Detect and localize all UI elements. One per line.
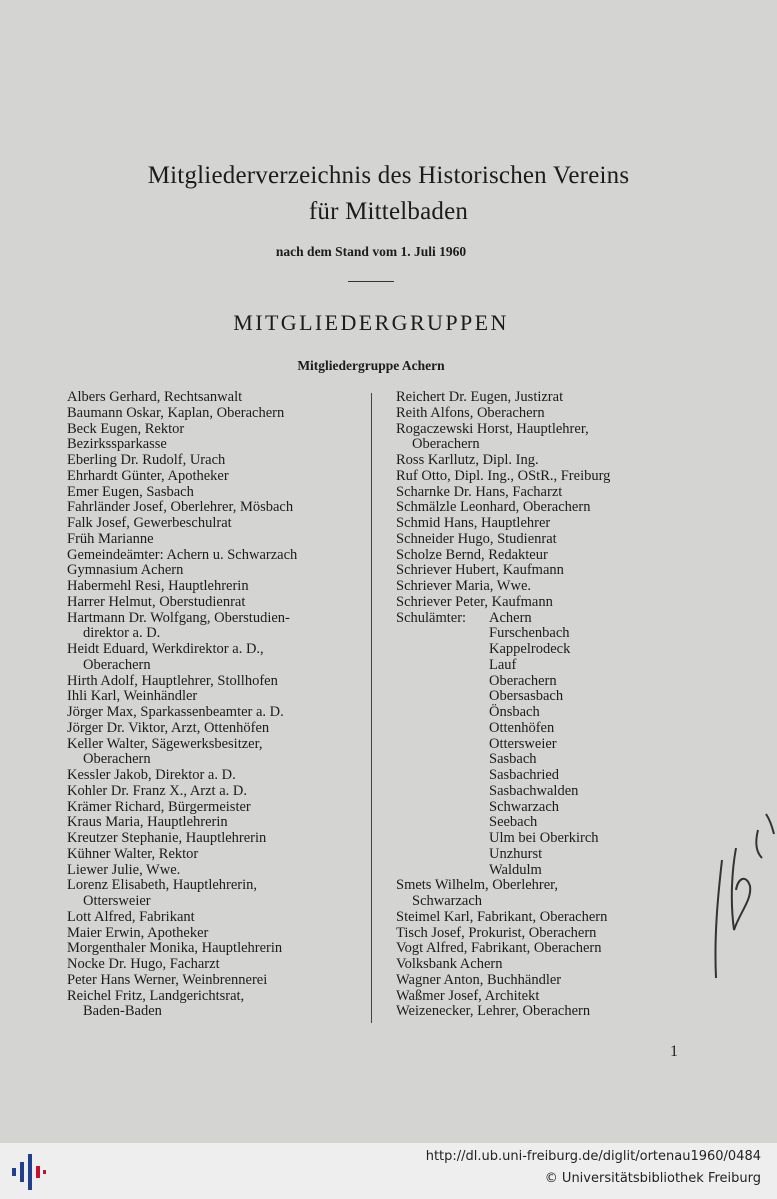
member-entry: Ross Karllutz, Dipl. Ing.: [396, 452, 539, 468]
member-entry: Fahrländer Josef, Oberlehrer, Mösbach: [67, 499, 294, 516]
member-entry: Gemeindeämter: Achern u. Schwarzach: [67, 546, 298, 563]
member-entry: Emer Eugen, Sasbach: [67, 483, 194, 500]
member-entry: Scholze Bernd, Redakteur: [396, 546, 548, 563]
member-entry-continuation: Oberachern: [83, 656, 151, 673]
member-entry: Lott Alfred, Fabrikant: [67, 908, 195, 925]
school-office-place: Obersasbach: [489, 688, 564, 705]
member-entry: Kraus Maria, Hauptlehrerin: [67, 814, 228, 831]
member-entry: Rogaczewski Horst, Hauptlehrer,: [396, 420, 589, 437]
member-entry: Wagner Anton, Buchhändler: [396, 971, 562, 988]
member-entry: Tisch Josef, Prokurist, Oberachern: [396, 924, 597, 941]
member-entry: Heidt Eduard, Werkdirektor a. D.,: [67, 641, 264, 657]
member-entry-continuation: Oberachern: [83, 751, 151, 768]
member-entry: Früh Marianne: [67, 530, 154, 547]
member-entry-continuation: Baden-Baden: [83, 1003, 162, 1020]
member-entry: Scharnke Dr. Hans, Facharzt: [396, 483, 563, 500]
member-entry: Hirth Adolf, Hauptlehrer, Stollhofen: [67, 672, 278, 689]
column-divider: [371, 393, 372, 1023]
member-entry: Schmid Hans, Hauptlehrer: [396, 515, 551, 531]
document-title-line-2: für Mittelbaden: [308, 198, 469, 225]
member-entry: Smets Wilhelm, Oberlehrer,: [396, 877, 559, 894]
member-entry: Reith Alfons, Oberachern: [396, 404, 545, 421]
school-office-place: Furschenbach: [489, 625, 570, 642]
member-entry: Gymnasium Achern: [67, 562, 184, 579]
member-entry: Morgenthaler Monika, Hauptlehrerin: [67, 940, 283, 957]
document-subtitle: nach dem Stand vom 1. Juli 1960: [275, 244, 467, 259]
member-entry: Harrer Helmut, Oberstudienrat: [67, 593, 246, 610]
permalink[interactable]: http://dl.ub.uni-freiburg.de/diglit/ortenau1960/0484: [425, 1149, 761, 1164]
member-entry: Baumann Oskar, Kaplan, Oberachern: [67, 404, 285, 421]
member-entry: Jörger Max, Sparkassenbeamter a. D.: [67, 704, 284, 720]
member-entry: Beck Eugen, Rektor: [67, 420, 185, 437]
school-office-place: Waldulm: [489, 861, 542, 878]
member-entry: Albers Gerhard, Rechtsanwalt: [67, 389, 243, 405]
member-entry: Liewer Julie, Wwe.: [67, 861, 181, 878]
school-office-place: Lauf: [489, 656, 517, 673]
school-office-place: Önsbach: [489, 704, 540, 720]
school-offices-row: [396, 611, 696, 627]
member-entry: Nocke Dr. Hugo, Facharzt: [67, 956, 220, 972]
document-title-line-1: Mitgliederverzeichnis des Historischen Vereins: [147, 162, 630, 189]
member-entry: Schneider Hugo, Studienrat: [396, 530, 557, 547]
copyright-notice: © Universitätsbibliothek Freiburg: [544, 1171, 761, 1186]
member-entry: Schmälzle Leonhard, Oberachern: [396, 499, 591, 516]
member-entry: Steimel Karl, Fabrikant, Oberachern: [396, 908, 608, 925]
title-rule: [348, 281, 394, 282]
school-office-place: Schwarzach: [489, 798, 560, 815]
member-entry: Kreutzer Stephanie, Hauptlehrerin: [67, 830, 267, 846]
member-entry: Schriever Maria, Wwe.: [396, 578, 532, 594]
member-entry: Schriever Peter, Kaufmann: [396, 593, 553, 610]
member-entry: Peter Hans Werner, Weinbrennerei: [67, 971, 268, 988]
member-entry: Reichert Dr. Eugen, Justizrat: [396, 389, 564, 405]
member-list-right: [396, 390, 696, 1020]
ub-freiburg-logo-icon: [10, 1150, 46, 1194]
school-office-place: Kappelrodeck: [489, 641, 571, 657]
member-entry-continuation: Oberachern: [412, 436, 480, 453]
member-entry: Hartmann Dr. Wolfgang, Oberstudien-: [67, 609, 290, 626]
member-entry: Ihli Karl, Weinhändler: [67, 688, 198, 705]
member-entry: Ruf Otto, Dipl. Ing., OStR., Freiburg: [396, 467, 611, 484]
member-entry: Volksbank Achern: [396, 956, 503, 972]
school-office-place: Sasbachwalden: [489, 782, 579, 799]
school-office-place: Unzhurst: [489, 845, 543, 862]
school-office-place: Sasbachried: [489, 767, 560, 783]
page-number: 1: [670, 1043, 678, 1060]
member-entry: Vogt Alfred, Fabrikant, Oberachern: [396, 940, 602, 957]
handwritten-mark-icon: [700, 800, 777, 1000]
member-entry: Falk Josef, Gewerbeschulrat: [67, 515, 232, 531]
school-office-place: Ulm bei Oberkirch: [489, 830, 599, 846]
member-entry: Kohler Dr. Franz X., Arzt a. D.: [67, 782, 247, 799]
member-entry: Bezirkssparkasse: [67, 436, 167, 453]
member-entry: Schriever Hubert, Kaufmann: [396, 562, 564, 579]
footer-bar: [0, 1143, 777, 1199]
member-entry: Waßmer Josef, Architekt: [396, 987, 540, 1004]
member-entry: Kessler Jakob, Direktor a. D.: [67, 767, 236, 783]
school-office-place: Sasbach: [489, 751, 537, 768]
member-entry: Kühner Walter, Rektor: [67, 845, 199, 862]
member-entry: Lorenz Elisabeth, Hauptlehrerin,: [67, 877, 258, 894]
member-entry: Keller Walter, Sägewerksbesitzer,: [67, 735, 263, 752]
school-office-place: Achern: [489, 609, 532, 626]
member-entry-continuation: Ottersweier: [83, 893, 151, 909]
member-entry: Jörger Dr. Viktor, Arzt, Ottenhöfen: [67, 719, 270, 736]
member-entry: Ehrhardt Günter, Apotheker: [67, 467, 229, 484]
member-entry: Krämer Richard, Bürgermeister: [67, 798, 251, 815]
school-offices-label: Schulämter:: [396, 609, 467, 626]
group-heading: Mitgliedergruppe Achern: [297, 358, 445, 373]
member-entry: Maier Erwin, Apotheker: [67, 924, 209, 941]
school-office-place: Oberachern: [489, 672, 557, 689]
member-entry: Eberling Dr. Rudolf, Urach: [67, 452, 226, 468]
member-entry: Reichel Fritz, Landgerichtsrat,: [67, 987, 245, 1004]
member-list-left: [67, 390, 367, 1020]
member-entry-continuation: Schwarzach: [412, 893, 483, 909]
member-entry: Weizenecker, Lehrer, Oberachern: [396, 1003, 591, 1020]
school-office-place: Seebach: [489, 814, 538, 831]
member-entry: Habermehl Resi, Hauptlehrerin: [67, 578, 249, 594]
school-office-place: Ottersweier: [489, 735, 557, 752]
member-entry-continuation: direktor a. D.: [83, 625, 161, 642]
section-heading: MITGLIEDERGRUPPEN: [233, 310, 509, 335]
school-office-place: Ottenhöfen: [489, 719, 555, 736]
